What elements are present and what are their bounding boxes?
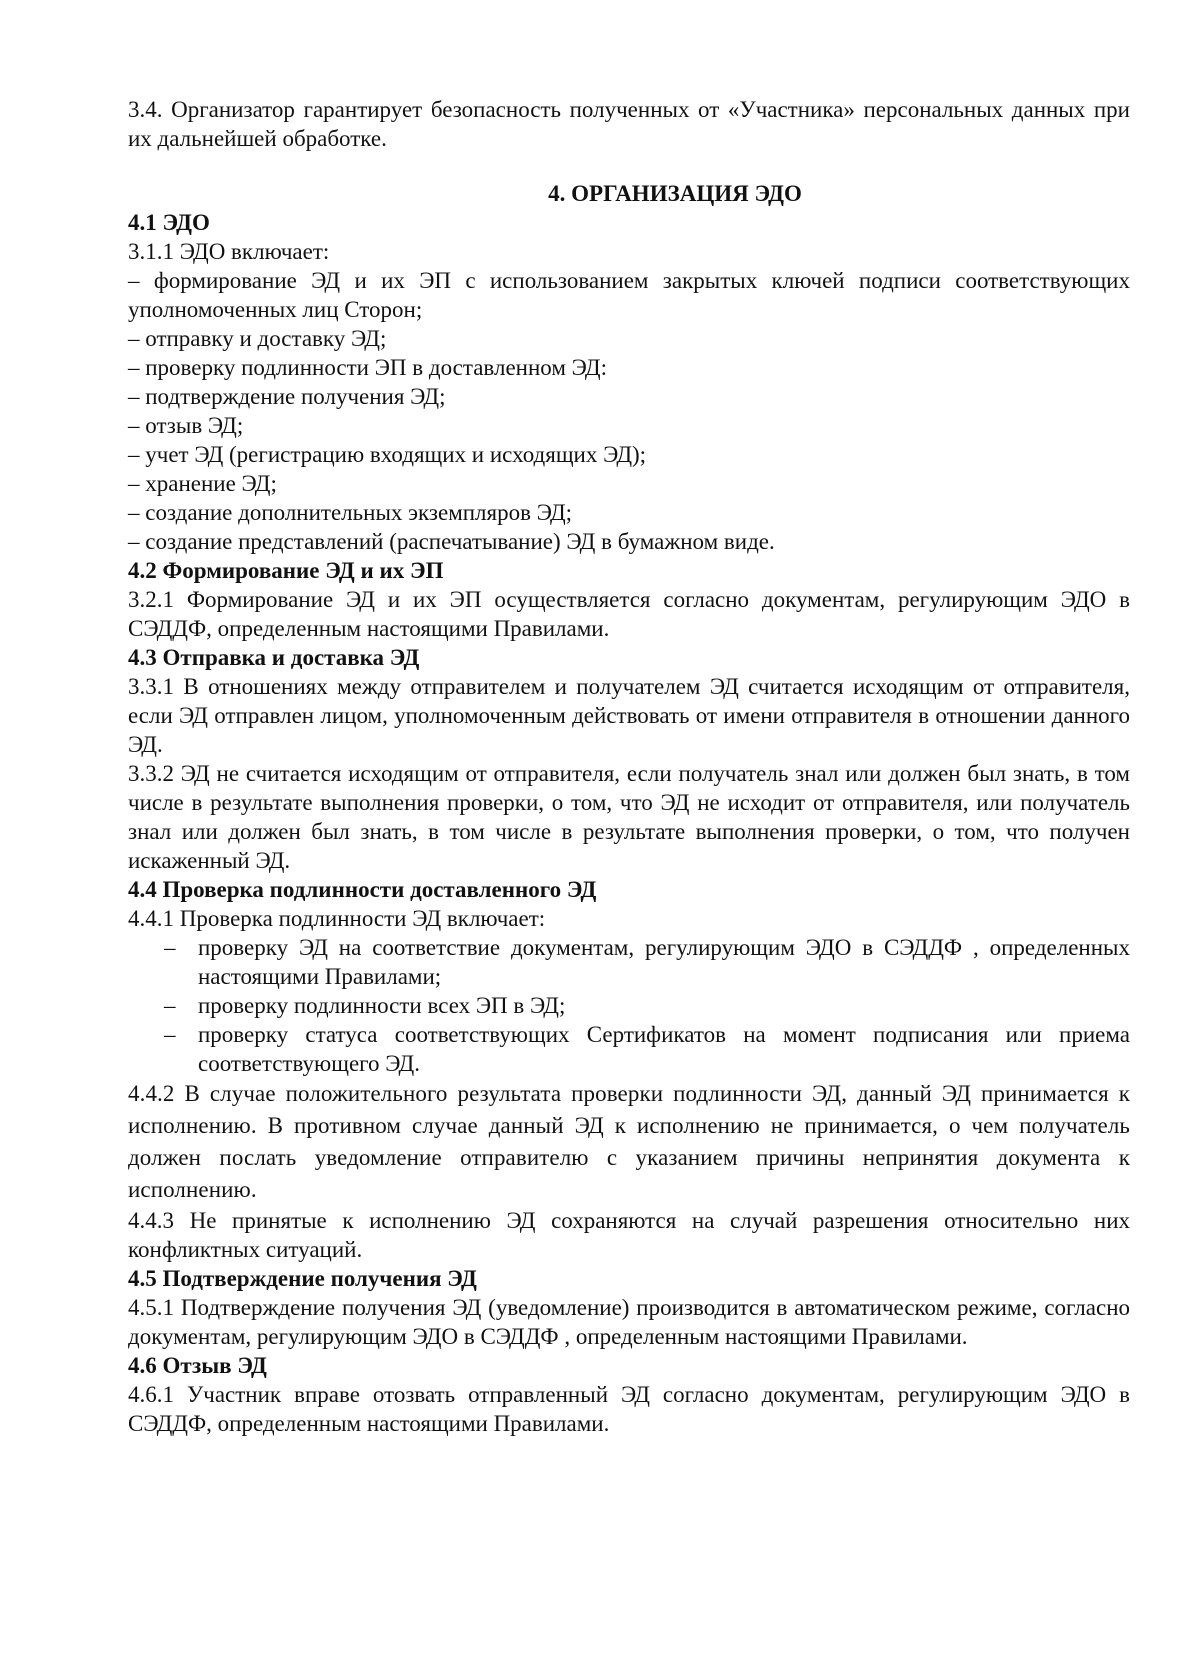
list-item-text: проверку статуса соответствующих Сертификатов на момент подписания или приема соответствующего ЭД. (198, 1022, 1130, 1076)
heading-4-1: 4.1 ЭДО (128, 210, 210, 235)
section-title: 4. ОРГАНИЗАЦИЯ ЭДО (548, 181, 802, 206)
list-item: – отзыв ЭД; (128, 413, 244, 438)
list-item (128, 1020, 1130, 1078)
list-item: – создание дополнительных экземпляров ЭД; (128, 500, 573, 525)
paragraph-3-3-1: 3.3.1 В отношениях между отправителем и получателем ЭД считается исходящим от отправителя, если ЭД отправлен лицом, уполномоченным действовать от имени отправителя в отношении данного ЭД. (128, 674, 1130, 757)
heading-4-4: 4.4 Проверка подлинности доставленного ЭД (128, 877, 597, 902)
list-item: – хранение ЭД; (128, 471, 277, 496)
paragraph-3-3-2: 3.3.2 ЭД не считается исходящим от отправителя, если получатель знал или должен был знать, в том числе в результате выполнения проверки, о том, что ЭД не исходит от отправителя, или получатель знал или должен был знать, в том числе в результате выполнения проверки, о том, что получен искаженный ЭД. (128, 761, 1130, 873)
list-item: – формирование ЭД и их ЭП с использованием закрытых ключей подписи соответствующих уполномоченных лиц Сторон; (128, 268, 1130, 322)
list-item: – отправку и доставку ЭД; (128, 326, 387, 351)
dash-bullet: – (164, 935, 176, 960)
list-item: – подтверждение получения ЭД; (128, 384, 446, 409)
paragraph-4-6-1: 4.6.1 Участник вправе отозвать отправленный ЭД согласно документам, регулирующим ЭДО в СЭДДФ, определенным настоящими Правилами. (128, 1382, 1130, 1436)
paragraph-4-4-1: 4.4.1 Проверка подлинности ЭД включает: (128, 906, 546, 931)
list-item-text: проверку подлинности всех ЭП в ЭД; (198, 993, 566, 1018)
paragraph-3-4: 3.4. Организатор гарантирует безопасность полученных от «Участника» персональных данных при их дальнейшей обработке. (128, 97, 1130, 151)
paragraph-4-5-1: 4.5.1 Подтверждение получения ЭД (уведомление) производится в автоматическом режиме, согласно документам, регулирующим ЭДО в СЭДДФ , определенным настоящими Правилами. (128, 1295, 1130, 1349)
paragraph-3-2-1: 3.2.1 Формирование ЭД и их ЭП осуществляется согласно документам, регулирующим ЭДО в СЭДДФ, определенным настоящими Правилами. (128, 587, 1130, 641)
heading-4-2: 4.2 Формирование ЭД и их ЭП (128, 558, 444, 583)
paragraph-4-4-3: 4.4.3 Не принятые к исполнению ЭД сохраняются на случай разрешения относительно них конфликтных ситуаций. (128, 1208, 1130, 1262)
dash-bullet: – (164, 1022, 176, 1047)
list-item (128, 933, 1130, 991)
list-item-text: проверку ЭД на соответствие документам, регулирующим ЭДО в СЭДДФ , определенных настоящими Правилами; (198, 935, 1130, 989)
verification-list (128, 933, 1130, 1078)
paragraph-3-1-1: 3.1.1 ЭДО включает: (128, 239, 330, 264)
heading-4-6: 4.6 Отзыв ЭД (128, 1353, 267, 1378)
heading-4-3: 4.3 Отправка и доставка ЭД (128, 645, 420, 670)
list-item: – учет ЭД (регистрацию входящих и исходящих ЭД); (128, 442, 647, 467)
list-item (128, 991, 1130, 1020)
dash-bullet: – (164, 993, 176, 1018)
paragraph-4-4-2: 4.4.2 В случае положительного результата проверки подлинности ЭД, данный ЭД принимается к исполнению. В противном случае данный ЭД к исполнению не принимается, о чем получатель должен послать уведомление отправителю с указанием причины непринятия документа к исполнению. (128, 1081, 1130, 1202)
list-item: – создание представлений (распечатывание) ЭД в бумажном виде. (128, 529, 775, 554)
heading-4-5: 4.5 Подтверждение получения ЭД (128, 1266, 477, 1291)
document-body (128, 95, 1130, 1438)
list-item: – проверку подлинности ЭП в доставленном ЭД: (128, 355, 607, 380)
